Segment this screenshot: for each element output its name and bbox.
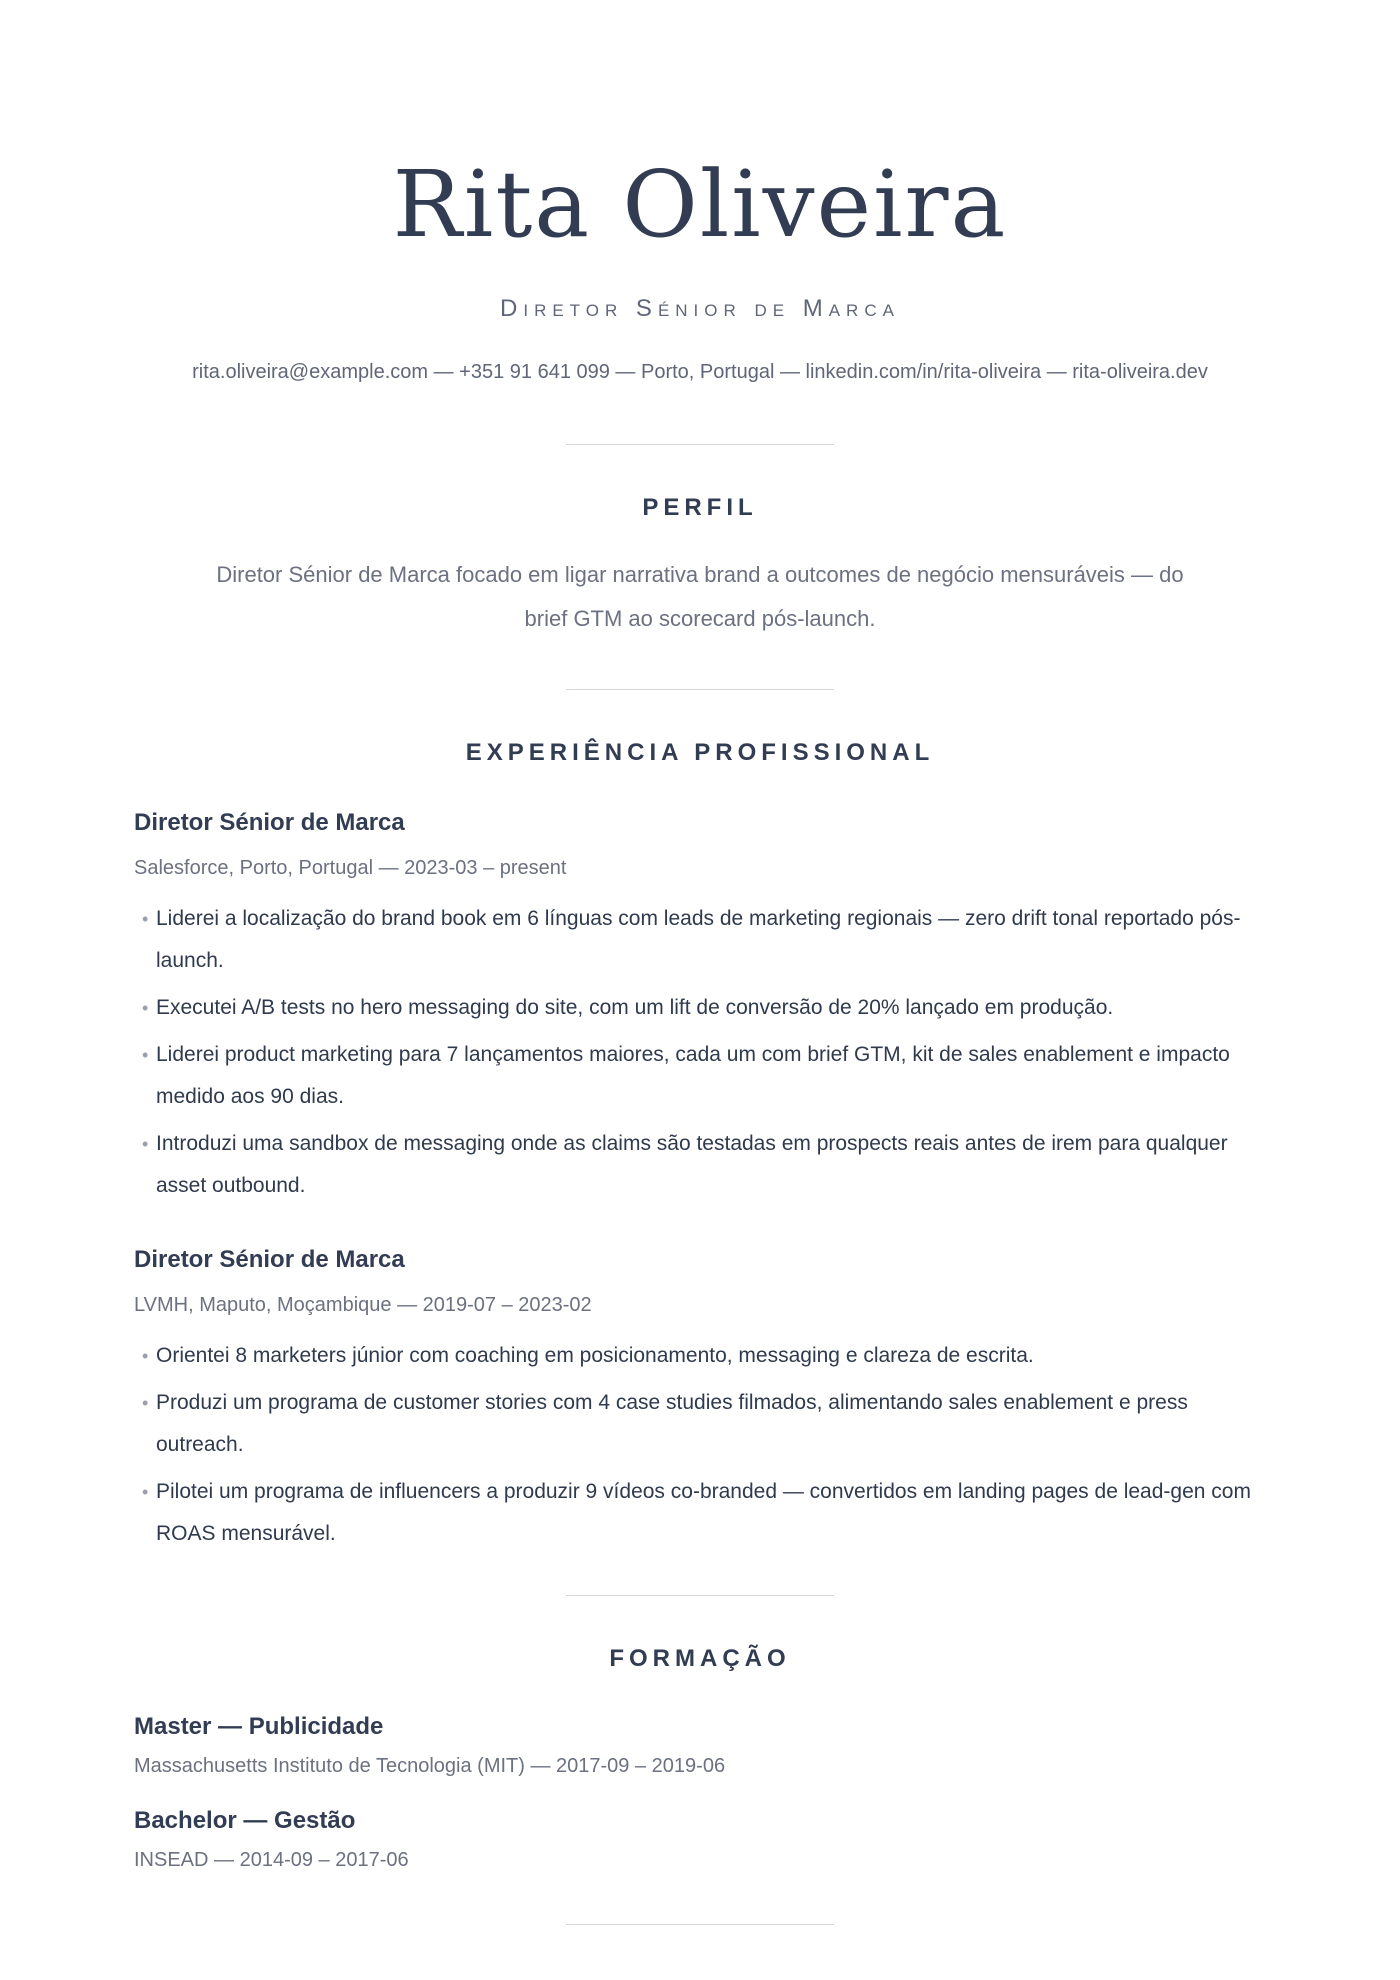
job-entry — [134, 1245, 1266, 1555]
section-divider — [566, 1595, 834, 1596]
education-section — [134, 1644, 1266, 1874]
bullet-text: Liderei product marketing para 7 lançamentos maiores, cada um com brief GTM, kit de sales enablement e impacto medido aos 90 dias. — [156, 1043, 1230, 1108]
bullet-icon: • — [142, 1393, 149, 1413]
bullet-text: Pilotei um programa de influencers a produzir 9 vídeos co-branded — convertidos em landing pages de lead-gen com ROAS mensurável. — [156, 1480, 1251, 1545]
education-entry — [134, 1806, 1266, 1874]
profile-summary: Diretor Sénior de Marca focado em ligar narrativa brand a outcomes de negócio mensuráveis — do brief GTM ao scorecard pós-launch. — [216, 562, 1184, 631]
profile-heading: PERFIL — [642, 494, 758, 521]
list-item — [134, 1471, 1266, 1555]
education-heading: FORMAÇÃO — [609, 1645, 791, 1672]
job-title: Diretor Sénior de Marca — [134, 1246, 405, 1273]
education-degree: Master — Publicidade — [134, 1713, 384, 1740]
job-entry — [134, 808, 1266, 1207]
list-item — [134, 898, 1266, 982]
list-item — [134, 1335, 1266, 1377]
candidate-name: Rita Oliveira — [392, 151, 1008, 258]
experience-section — [134, 738, 1266, 1555]
education-meta: Massachusetts Instituto de Tecnologia (MIT) — 2017-09 – 2019-06 — [134, 1755, 726, 1777]
bullet-icon: • — [142, 1045, 149, 1065]
bullet-text: Executei A/B tests no hero messaging do site, com um lift de conversão de 20% lançado em produção. — [156, 996, 1114, 1019]
education-meta: INSEAD — 2014-09 – 2017-06 — [134, 1849, 409, 1871]
bullet-icon: • — [142, 1346, 149, 1366]
section-divider — [566, 1924, 834, 1925]
bullet-text: Introduzi uma sandbox de messaging onde as claims são testadas em prospects reais antes de irem para qualquer asset outbound. — [156, 1132, 1228, 1197]
contact-line: rita.oliveira@example.com — +351 91 641 099 — Porto, Portugal — linkedin.com/in/rita-oliveira — rita-oliveira.dev — [192, 361, 1208, 383]
profile-section — [134, 493, 1266, 641]
bullet-text: Produzi um programa de customer stories com 4 case studies filmados, alimentando sales enablement e press outreach. — [156, 1391, 1188, 1456]
list-item — [134, 1382, 1266, 1466]
list-item — [134, 1034, 1266, 1118]
bullet-icon: • — [142, 1134, 149, 1154]
candidate-title: Diretor Sénior de Marca — [500, 295, 900, 322]
bullet-icon: • — [142, 909, 149, 929]
list-item — [134, 987, 1266, 1029]
bullet-icon: • — [142, 998, 149, 1018]
education-degree: Bachelor — Gestão — [134, 1807, 356, 1834]
bullet-icon: • — [142, 1482, 149, 1502]
list-item — [134, 1123, 1266, 1207]
bullet-text: Orientei 8 marketers júnior com coaching em posicionamento, messaging e clareza de escrita. — [156, 1344, 1034, 1367]
job-meta: LVMH, Maputo, Moçambique — 2019-07 – 2023-02 — [134, 1294, 592, 1316]
education-entry — [134, 1712, 1266, 1780]
section-divider — [566, 444, 834, 445]
job-title: Diretor Sénior de Marca — [134, 809, 405, 836]
experience-heading: EXPERIÊNCIA PROFISSIONAL — [465, 739, 935, 766]
job-meta: Salesforce, Porto, Portugal — 2023-03 – present — [134, 857, 567, 879]
section-divider — [566, 689, 834, 690]
bullet-text: Liderei a localização do brand book em 6 línguas com leads de marketing regionais — zero drift tonal reportado pós-launch. — [156, 907, 1241, 972]
job-bullets — [134, 898, 1266, 1207]
job-bullets — [134, 1335, 1266, 1555]
